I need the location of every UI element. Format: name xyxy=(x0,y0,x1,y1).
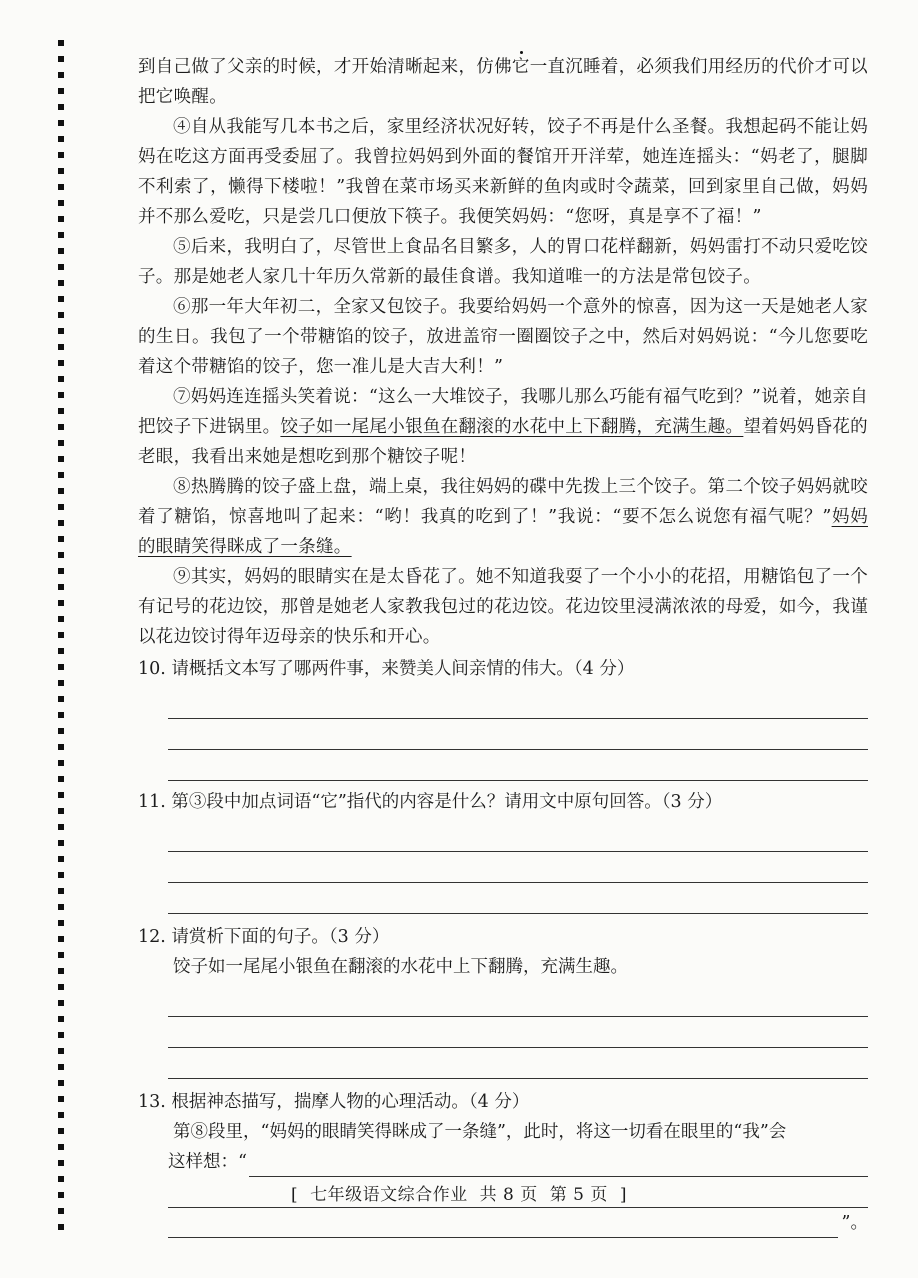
answer-blank[interactable] xyxy=(249,1152,868,1177)
question-13-title: 13. 根据神态描写，揣摩人物的心理活动。（4 分） xyxy=(138,1092,530,1112)
paragraph-9: ⑨其实，妈妈的眼睛实在是太昏花了。她不知道我耍了一个小小的花招，用糖馅包了一个有记号的花边饺，那曾是她老人家教我包过的花边饺。花边饺里浸满浓浓的母爱，如今，我谨以花边饺讨得年迈母亲的快乐和开心。 xyxy=(138,567,868,647)
answer-blank[interactable] xyxy=(168,1209,838,1238)
question-11-title: 11. 第③段中加点词语“它”指代的内容是什么？请用文中原句回答。（3 分） xyxy=(138,792,723,812)
question-13-prompt: 第⑧段里，“妈妈的眼睛笑得眯成了一条缝”，此时，将这一切看在眼里的“我”会 xyxy=(173,1122,787,1142)
paragraph-6: ⑥那一年大年初二，全家又包饺子。我要给妈妈一个意外的惊喜，因为这一天是她老人家的生日。我包了一个带糖馅的饺子，放进盖帘一圈圈饺子之中，然后对妈妈说：“今儿您要吃着这个带糖馅的饺子，您一准儿是大吉大利！” xyxy=(138,297,868,377)
question-12 xyxy=(138,922,868,1079)
text-span: ⑦妈妈连连摇头笑着说：“这么一大堆饺子，我哪儿那么巧能有福气吃到？”说着，她亲自把饺子下进锅里。 xyxy=(138,387,868,437)
answer-line[interactable] xyxy=(168,688,868,719)
question-10 xyxy=(138,654,868,781)
underlined-sentence: 饺子如一尾尾小银鱼在翻滚的水花中上下翻腾，充满生趣。 xyxy=(280,417,744,437)
question-12-title: 12. 请赏析下面的句子。（3 分） xyxy=(138,927,390,947)
answer-lines xyxy=(168,986,868,1079)
text-span: 一直沉睡着，必须我们用经历的代价才可以把它唤醒。 xyxy=(138,57,868,107)
answer-line[interactable] xyxy=(168,750,868,781)
question-13-prefix: 这样想：“ xyxy=(168,1152,247,1172)
binding-margin xyxy=(58,40,64,1238)
footer-bracket-close: ] xyxy=(619,1185,628,1205)
paragraph-3-continued xyxy=(138,52,868,112)
footer-bracket-open: [ xyxy=(290,1185,299,1205)
answer-line[interactable] xyxy=(168,852,868,883)
question-13-end-row xyxy=(168,1208,868,1238)
paragraph-4: ④自从我能写几本书之后，家里经济状况好转，饺子不再是什么圣餐。我想起码不能让妈妈在吃这方面再受委屈了。我曾拉妈妈到外面的餐馆开开洋荤，她连连摇头：“妈老了，腿脚不利索了，懒得下楼啦！”我曾在菜市场买来新鲜的鱼肉或时令蔬菜，回到家里自己做，妈妈并不那么爱吃，只是尝几口便放下筷子。我便笑妈妈：“您呀，真是享不了福！” xyxy=(138,117,868,227)
answer-line[interactable] xyxy=(168,986,868,1017)
dotted-word: 它 xyxy=(511,57,530,77)
text-span: 到自己做了父亲的时候，才开始清晰起来，仿佛 xyxy=(138,57,512,77)
question-12-sentence: 饺子如一尾尾小银鱼在翻滚的水花中上下翻腾，充满生趣。 xyxy=(173,957,628,977)
question-13-close-quote: ”。 xyxy=(841,1213,868,1233)
footer-page-number: 第 5 页 xyxy=(549,1185,608,1205)
paragraph-8 xyxy=(138,472,868,562)
answer-line[interactable] xyxy=(168,1048,868,1079)
underlined-sentence: 妈妈的眼睛笑得眯成了一条缝。 xyxy=(138,507,868,557)
answer-line[interactable] xyxy=(168,719,868,750)
footer-title: 七年级语文综合作业 xyxy=(310,1185,468,1205)
page-content xyxy=(138,52,868,1238)
paragraph-7 xyxy=(138,382,868,472)
paragraph-5: ⑤后来，我明白了，尽管世上食品名目繁多，人的胃口花样翻新，妈妈雷打不动只爱吃饺子。那是她老人家几十年历久常新的最佳食谱。我知道唯一的方法是常包饺子。 xyxy=(138,237,868,287)
footer-total-pages: 共 8 页 xyxy=(479,1185,538,1205)
question-13-fill-row xyxy=(168,1147,868,1177)
page-footer xyxy=(0,1180,918,1205)
answer-line[interactable] xyxy=(168,883,868,914)
answer-line[interactable] xyxy=(168,821,868,852)
answer-lines xyxy=(168,688,868,781)
answer-line[interactable] xyxy=(168,1017,868,1048)
question-10-title: 10. 请概括文本写了哪两件事，来赞美人间亲情的伟大。（4 分） xyxy=(138,659,635,679)
text-span: ⑧热腾腾的饺子盛上盘，端上桌，我往妈妈的碟中先拨上三个饺子。第二个饺子妈妈就咬着了糖馅，惊喜地叫了起来：“哟！我真的吃到了！”我说：“要不怎么说您有福气呢？” xyxy=(138,477,868,527)
text-span: 望着妈妈昏花的老眼，我看出来她是想吃到那个糖饺子呢！ xyxy=(138,417,868,467)
answer-lines xyxy=(168,821,868,914)
question-13 xyxy=(138,1087,868,1238)
question-11 xyxy=(138,787,868,914)
